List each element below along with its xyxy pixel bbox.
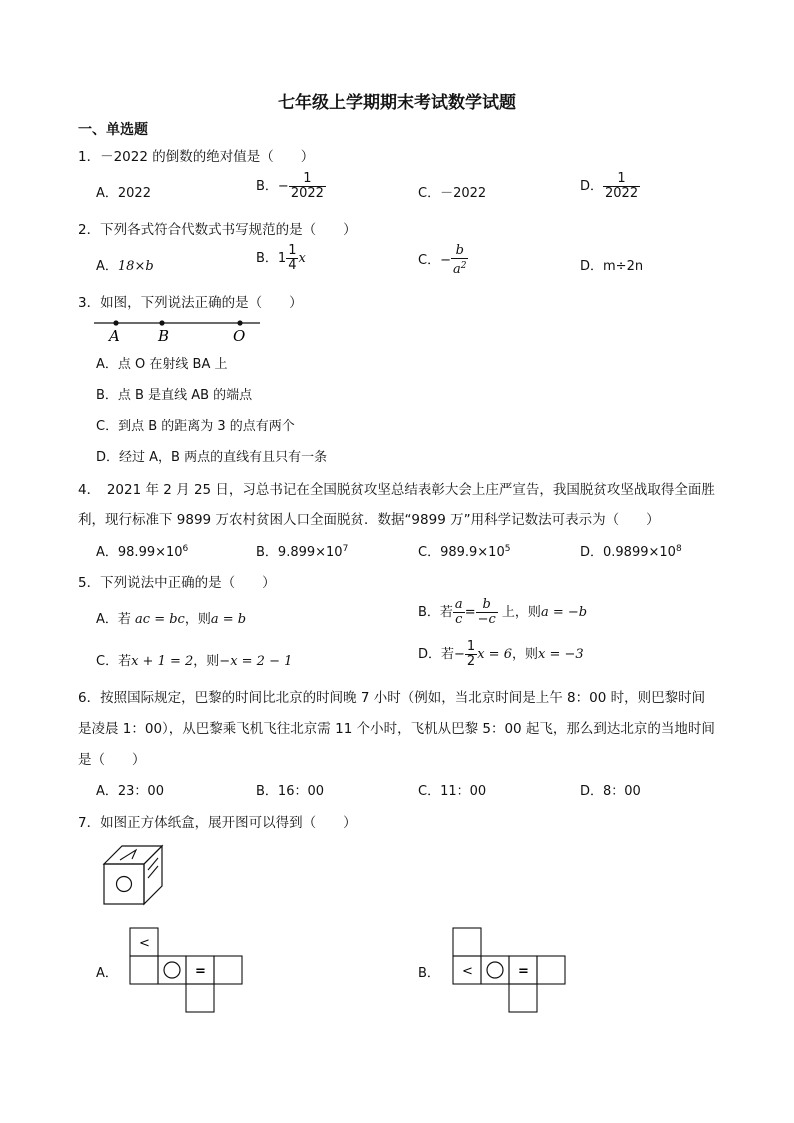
- fraction-denominator: 2022: [605, 186, 639, 201]
- question-3-stem: 3．如图，下列说法正确的是（ ）: [78, 295, 303, 311]
- exponent: 6: [182, 544, 189, 554]
- question-3-option-a[interactable]: A．点 O 在射线 BA 上: [96, 357, 228, 372]
- question-2-option-c[interactable]: [418, 244, 468, 277]
- connector-text: ，则: [184, 612, 211, 627]
- equals-icon: =: [518, 964, 529, 979]
- net-square: [186, 984, 214, 1012]
- question-1-option-a[interactable]: A．2022: [96, 186, 151, 201]
- math-result: −x = 2 − 1: [219, 654, 293, 669]
- question-6-option-c[interactable]: C．11：00: [418, 784, 487, 799]
- question-7-option-b-label[interactable]: B．: [418, 966, 440, 981]
- equals-sign: =: [464, 605, 476, 620]
- question-1-stem: 1．－2022 的倒数的绝对值是（ ）: [78, 149, 315, 165]
- math-expression: x = 6: [477, 647, 512, 662]
- connector-text: ，则: [193, 654, 220, 669]
- exponent: 8: [675, 544, 682, 554]
- minus-sign: −: [277, 179, 289, 194]
- question-1-option-c[interactable]: C．－2022: [418, 186, 487, 201]
- mixed-whole: 1: [277, 251, 287, 266]
- less-than-icon: [120, 850, 136, 860]
- question-3-option-b[interactable]: B．点 B 是直线 AB 的端点: [96, 388, 253, 403]
- question-5-option-b[interactable]: [418, 598, 587, 627]
- question-4-line-1: 4． 2021 年 2 月 25 日，习总书记在全国脱贫攻坚总结表彰大会上庄严宣告，我国脱贫攻坚战取得全面胜: [78, 482, 715, 498]
- fraction: [603, 172, 640, 201]
- equals-icon: =: [195, 964, 206, 979]
- fraction: [289, 172, 326, 201]
- fraction-denominator: [451, 259, 469, 277]
- math-result: a = b: [210, 612, 247, 627]
- net-square: [130, 956, 158, 984]
- circle-icon: [487, 962, 503, 978]
- question-2-option-d[interactable]: D．m÷2n: [580, 259, 644, 274]
- net-square: [509, 984, 537, 1012]
- fraction-denominator: 2022: [290, 186, 324, 201]
- fraction-numerator: 1: [289, 172, 326, 187]
- math-result: a = −b: [540, 605, 588, 620]
- question-1-option-d[interactable]: [580, 172, 640, 201]
- label-a: A: [109, 327, 120, 345]
- variable: x: [298, 251, 306, 266]
- exponent: 5: [504, 544, 511, 554]
- fraction-numerator: a: [454, 597, 463, 612]
- question-7-option-a-label[interactable]: A．: [96, 966, 118, 981]
- fraction: [451, 244, 469, 277]
- less-than-icon: <: [462, 964, 473, 979]
- label-b: B: [158, 327, 170, 345]
- connector-text: 上，则: [501, 605, 541, 620]
- point-a: [113, 320, 118, 325]
- question-5-option-c[interactable]: [96, 650, 292, 669]
- fraction-numerator: b: [451, 244, 469, 259]
- question-3-option-c[interactable]: C．到点 B 的距离为 3 的点有两个: [96, 419, 295, 434]
- fraction: [476, 598, 498, 627]
- question-6-line-3: 是（ ）: [78, 752, 146, 768]
- fraction-denominator: −c: [477, 612, 496, 627]
- option-text: B．9.899×10: [256, 545, 343, 560]
- question-2-option-a[interactable]: [96, 255, 154, 274]
- fraction-denominator: c: [455, 612, 463, 627]
- math-expression: 18×b: [117, 259, 154, 274]
- point-b: [159, 320, 164, 325]
- cube-right-face: [144, 846, 162, 904]
- minus-sign: −: [440, 253, 451, 268]
- label-o: O: [233, 327, 246, 345]
- option-label: C．若: [96, 654, 132, 669]
- line-figure: [90, 314, 265, 346]
- question-5-option-a[interactable]: [96, 608, 246, 627]
- option-text: D．0.9899×10: [580, 545, 676, 560]
- question-6-line-2: 是凌晨 1：00），从巴黎乘飞机飞往北京需 11 个小时，飞机从巴黎 5：00 起飞，那么到达北京的当地时间: [78, 721, 715, 737]
- fraction-numerator: 1: [288, 243, 297, 258]
- exponent: 2: [460, 261, 467, 271]
- fraction-denominator: 4: [288, 258, 297, 273]
- option-label: A．: [96, 259, 118, 274]
- question-7-option-a-net[interactable]: [129, 927, 244, 1014]
- fraction: [286, 244, 298, 273]
- connector-text: ，则: [511, 647, 538, 662]
- question-4-option-d[interactable]: [580, 541, 682, 560]
- question-6-option-a[interactable]: A．23：00: [96, 784, 164, 799]
- question-4-line-2: 利，现行标准下 9899 万农村贫困人口全面脱贫．数据“9899 万”用科学记数法可表示为（ ）: [78, 512, 660, 528]
- less-than-icon: <: [139, 936, 150, 951]
- question-6-option-b[interactable]: B．16：00: [256, 784, 325, 799]
- exponent: 7: [342, 544, 349, 554]
- page-title: 七年级上学期期末考试数学试题: [278, 93, 516, 113]
- net-square: [537, 956, 565, 984]
- question-5-option-d[interactable]: [418, 640, 584, 669]
- question-2-option-b[interactable]: [256, 244, 306, 273]
- option-text: A．98.99×10: [96, 545, 183, 560]
- option-label: D．: [580, 179, 604, 194]
- option-label: C．: [418, 253, 441, 268]
- option-label: A．若: [96, 612, 131, 627]
- question-6-line-1: 6．按照国际规定，巴黎的时间比北京的时间晚 7 小时（例如，当北京时间是上午 8：00 时，则巴黎时间: [78, 690, 706, 706]
- question-6-option-d[interactable]: D．8：00: [580, 784, 641, 799]
- cube-figure: [100, 842, 170, 910]
- point-o: [237, 320, 242, 325]
- option-label: B．若: [418, 605, 453, 620]
- question-7-option-b-net[interactable]: [452, 927, 567, 1014]
- minus-sign: −: [454, 647, 465, 662]
- section-heading: 一、单选题: [78, 122, 148, 138]
- fraction-numerator: 1: [603, 172, 640, 187]
- question-3-option-d[interactable]: D．经过 A，B 两点的直线有且只有一条: [96, 450, 328, 465]
- cube-front-face: [104, 864, 144, 904]
- net-square: [481, 956, 509, 984]
- question-4-option-c[interactable]: [418, 541, 510, 560]
- option-label: B．: [256, 251, 278, 266]
- option-label: D．若: [418, 647, 455, 662]
- question-2-stem: 2．下列各式符合代数式书写规范的是（ ）: [78, 222, 357, 238]
- net-square: [214, 956, 242, 984]
- fraction-numerator: b: [476, 598, 498, 613]
- question-4-option-a[interactable]: [96, 541, 188, 560]
- question-5-stem: 5．下列说法中正确的是（ ）: [78, 575, 276, 591]
- net-square: [453, 928, 481, 956]
- option-label: B．: [256, 179, 278, 194]
- net-square: [158, 956, 186, 984]
- fraction-denominator: 2: [466, 654, 476, 669]
- math-expression: ac = bc: [135, 612, 185, 627]
- fraction-numerator: 1: [466, 639, 476, 654]
- question-7-stem: 7．如图正方体纸盒，展开图可以得到（ ）: [78, 815, 357, 831]
- fraction: [465, 640, 477, 669]
- math-expression: x + 1 = 2: [131, 654, 194, 669]
- question-4-option-b[interactable]: [256, 541, 348, 560]
- base: a: [452, 262, 461, 277]
- circle-icon: [164, 962, 180, 978]
- option-text: C．989.9×10: [418, 545, 505, 560]
- fraction: [453, 598, 465, 627]
- question-1-option-b[interactable]: [256, 172, 326, 201]
- circle-icon: [117, 877, 132, 892]
- math-result: x = −3: [537, 647, 584, 662]
